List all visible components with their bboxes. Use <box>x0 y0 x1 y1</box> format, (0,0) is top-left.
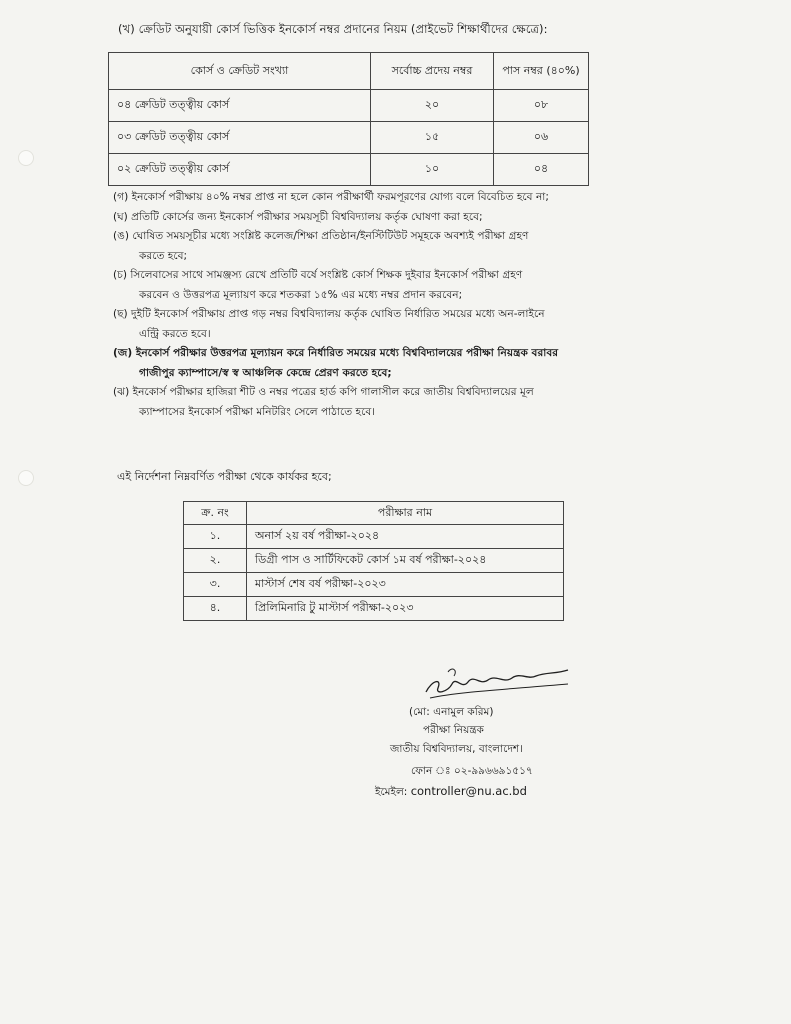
rule-item <box>113 266 613 305</box>
table-row <box>109 154 589 186</box>
table-cell: ০২ ক্রেডিট তত্ত্বীয় কোর্স <box>109 154 371 186</box>
column-header: সর্বোচ্চ প্রদেয় নম্বর <box>371 53 494 90</box>
table-cell: ০৩ ক্রেডিট তত্ত্বীয় কোর্স <box>109 122 371 154</box>
punch-hole <box>18 150 34 166</box>
email-link[interactable]: controller@nu.ac.bd <box>410 784 527 798</box>
rule-continuation: ক্যাম্পাসের ইনকোর্স পরীক্ষা মনিটরিং সেলে পাঠাতে হবে। <box>139 405 376 418</box>
table-cell: ১৫ <box>371 122 494 154</box>
table-cell: ৪. <box>184 597 247 621</box>
table-cell: অনার্স ২য় বর্ষ পরীক্ষা-২০২৪ <box>247 525 564 549</box>
table-row <box>184 549 564 573</box>
table-cell: প্রিলিমিনারি টু মাস্টার্স পরীক্ষা-২০২৩ <box>247 597 564 621</box>
rule-continuation: এন্ট্রি করতে হবে। <box>139 327 211 340</box>
table-cell: মাস্টার্স শেষ বর্ষ পরীক্ষা-২০২৩ <box>247 573 564 597</box>
rule-text: (জ) ইনকোর্স পরীক্ষার উত্তরপত্র মূল্যায়ন করে নির্ধারিত সময়ের মধ্যে বিশ্ববিদ্যালয়ের পরীক্ষা নিয়ন্ত্রক বরাবর <box>113 347 559 359</box>
table-cell: ১০ <box>371 154 494 186</box>
signatory-phone: ফোন ঃ ০২-৯৯৬৬৯১৫১৭ <box>411 765 533 777</box>
table-cell: ৩. <box>184 573 247 597</box>
punch-hole <box>18 470 34 486</box>
rule-continuation: গাজীপুর ক্যাম্পাসে/স্ব স্ব আঞ্চলিক কেন্দ্রে প্রেরণ করতে হবে; <box>139 366 392 379</box>
rule-text: (চ) সিলেবাসের সাথে সামঞ্জস্য রেখে প্রতিটি বর্ষে সংশ্লিষ্ট কোর্স শিক্ষক দুইবার ইনকোর্স পরীক্ষা গ্রহণ <box>113 269 523 281</box>
rule-item <box>113 305 613 344</box>
rule-item <box>113 208 613 228</box>
rule-item <box>113 344 613 383</box>
rule-text: (ঝ) ইনকোর্স পরীক্ষার হাজিরা শীট ও নম্বর পত্রের হার্ড কপি গালাসীল করে জাতীয় বিশ্ববিদ্যালয়ের মূল <box>113 386 534 398</box>
table-header-row <box>184 502 564 525</box>
rule-item <box>113 188 613 208</box>
rule-text: (ঘ) প্রতিটি কোর্সের জন্য ইনকোর্স পরীক্ষার সময়সূচী বিশ্ববিদ্যালয় কর্তৃক ঘোষণা করা হবে; <box>113 210 483 223</box>
column-header: কোর্স ও ক্রেডিট সংখ্যা <box>109 53 371 90</box>
handwritten-signature <box>418 662 578 704</box>
table-row <box>109 122 589 154</box>
signatory-email-line <box>375 784 527 802</box>
table-cell: ০৪ <box>494 154 589 186</box>
rule-item <box>113 383 613 422</box>
table-cell: ০৪ ক্রেডিট তত্ত্বীয় কোর্স <box>109 90 371 122</box>
rule-continuation: করবেন ও উত্তরপত্র মূল্যায়ণ করে শতকরা ১৫% এর মধ্যে নম্বর প্রদান করবেন; <box>139 288 463 301</box>
email-label: ইমেইল: <box>375 786 408 798</box>
table-row <box>184 573 564 597</box>
table-header-row <box>109 53 589 90</box>
rules-list <box>113 188 613 422</box>
table-row <box>184 597 564 621</box>
table-row <box>184 525 564 549</box>
marks-table <box>108 52 589 186</box>
column-header: পাস নম্বর (৪০%) <box>494 53 589 90</box>
rule-text: (ঙ) ঘোষিত সময়সূচীর মধ্যে সংশ্লিষ্ট কলেজ/শিক্ষা প্রতিষ্ঠান/ইনস্টিটিউট সমূহকে অবশ্যই পরীক্ষা গ্রহণ <box>113 230 529 242</box>
rule-text: (ছ) দুইটি ইনকোর্স পরীক্ষায় প্রাপ্ত গড় নম্বর বিশ্ববিদ্যালয় কর্তৃক ঘোষিত নির্ধারিত সময়ের মধ্যে অন-লাইনে <box>113 308 545 320</box>
rule-text: (গ) ইনকোর্স পরীক্ষায় ৪০% নম্বর প্রাপ্ত না হলে কোন পরীক্ষার্থী ফরমপূরণের যোগ্য বলে বিবেচিত হবে না; <box>113 191 549 203</box>
exam-table <box>183 501 564 621</box>
section-heading: (খ) ক্রেডিট অনুযায়ী কোর্স ভিত্তিক ইনকোর্স নম্বর প্রদানের নিয়ম (প্রাইভেট শিক্ষার্থীদের ক্ষেত্রে): <box>118 22 548 36</box>
effective-line: এই নির্দেশনা নিম্নবর্ণিত পরীক্ষা থেকে কার্যকর হবে; <box>117 470 332 483</box>
signature-mark <box>418 662 578 704</box>
column-header: ক্র. নং <box>184 502 247 525</box>
table-row <box>109 90 589 122</box>
table-cell: ২০ <box>371 90 494 122</box>
column-header: পরীক্ষার নাম <box>247 502 564 525</box>
table-cell: ডিগ্রী পাস ও সার্টিফিকেট কোর্স ১ম বর্ষ পরীক্ষা-২০২৪ <box>247 549 564 573</box>
table-cell: ০৮ <box>494 90 589 122</box>
table-cell: ১. <box>184 525 247 549</box>
table-cell: ০৬ <box>494 122 589 154</box>
table-cell: ২. <box>184 549 247 573</box>
signatory-designation: পরীক্ষা নিয়ন্ত্রক <box>423 724 484 736</box>
signatory-name: (মো: এনামুল করিম) <box>409 706 494 718</box>
rule-continuation: করতে হবে; <box>139 249 188 262</box>
rule-item <box>113 227 613 266</box>
signatory-institution: জাতীয় বিশ্ববিদ্যালয়, বাংলাদেশ। <box>390 743 523 755</box>
